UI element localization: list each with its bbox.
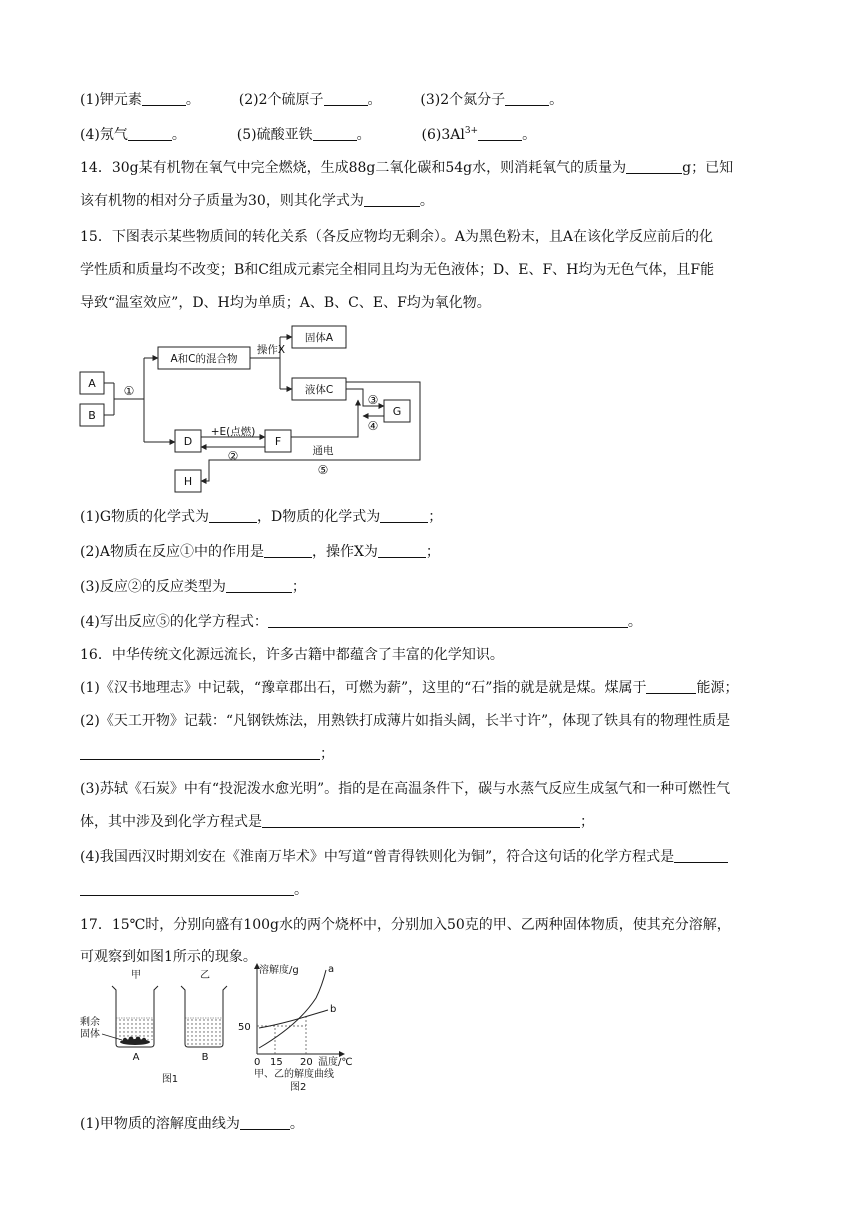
label-H: H	[183, 475, 193, 488]
tick-50: 50	[238, 1022, 251, 1033]
curve-b-label: b	[330, 1004, 337, 1015]
tick-20: 20	[300, 1057, 313, 1068]
answer-blank[interactable]	[209, 508, 257, 523]
label-jia: 甲	[131, 970, 141, 981]
q15-part2: (2)A物质在反应①中的作用是 ，操作X为 ；	[80, 544, 440, 560]
answer-blank[interactable]	[378, 543, 426, 558]
label-n4: ④	[367, 419, 379, 433]
q13-item3: (3)2个氮分子	[420, 92, 506, 108]
answer-blank[interactable]	[364, 192, 420, 207]
q13-item1: (1)钾元素	[80, 92, 142, 108]
q13-item6: (6)3Al	[421, 127, 465, 143]
conversion-diagram	[78, 322, 438, 494]
answer-blank[interactable]	[262, 813, 580, 828]
beaker-b	[181, 969, 227, 1063]
label-solid-a: 固体A	[304, 332, 334, 344]
curve-b	[259, 1010, 328, 1028]
q17-line2: 可观察到如图1所示的现象。	[80, 949, 257, 965]
label-beaker-a: A	[132, 1052, 140, 1063]
label-liquid-c: 液体C	[304, 384, 334, 396]
label-fig1: 图1	[161, 1074, 179, 1085]
label-fig2: 图2	[290, 1082, 307, 1093]
beaker-a	[112, 969, 158, 1063]
q16-part1: (1)《汉书地理志》中记载，“豫章郡出石，可燃为薪”，这里的“石”指的就是就是煤。煤属于 能源；	[80, 680, 739, 696]
q13-item4: (4)氖气	[80, 127, 128, 143]
conversion-diagram-svg	[78, 322, 438, 494]
q16-part2-answer: ；	[80, 744, 334, 764]
label-n1: ①	[123, 384, 135, 398]
q17-figure	[78, 962, 368, 1100]
q15-part3: (3)反应②的反应类型为 ；	[80, 579, 306, 595]
q16-part4-answer: 。	[80, 880, 308, 900]
answer-blank[interactable]	[324, 91, 368, 106]
q16-part4: (4)我国西汉时期刘安在《淮南万毕术》中写道“曾青得铁则化为铜”，符合这句话的化学方程式是	[80, 847, 728, 867]
curve-a	[259, 970, 326, 1048]
q15-part4: (4)写出反应⑤的化学方程式： 。	[80, 614, 642, 630]
label-A: A	[88, 377, 96, 390]
curve-a-label: a	[328, 964, 335, 975]
q15-part1: (1)G物质的化学式为 ，D物质的化学式为 ；	[80, 509, 443, 525]
q16-part2: (2)《天工开物》记载：“凡钢铁炼法，用熟铁打成薄片如指头阔，长半寸许”，体现了铁具有的物理性质是	[80, 713, 731, 729]
q16-intro: 16．中华传统文化源远流长，许多古籍中都蕴含了丰富的化学知识。	[80, 647, 504, 663]
q17-line1: 17．15℃时，分别向盛有100g水的两个烧杯中，分别加入50克的甲、乙两种固体物质，使其充分溶解，	[80, 917, 731, 933]
q16-part3: (3)苏轼《石炭》中有“投泥泼水愈光明”。指的是在高温条件下，碳与水蒸气反应生成氢气和一种可燃性气	[80, 781, 731, 797]
answer-blank[interactable]	[380, 508, 428, 523]
label-op-x: 操作X	[256, 344, 286, 356]
q15-line2: 学性质和质量均不改变；B和C组成元素完全相同且均为无色液体；D、E、F、H均为无色气体，且F能	[80, 262, 715, 278]
q16-part3-answer: 体，其中涉及到化学方程式是 ；	[80, 814, 594, 830]
q15-line1: 15．下图表示某些物质间的转化关系（各反应物均无剩余）。A为黑色粉末，且A在该化学反应前后的化	[80, 229, 714, 245]
label-G: G	[392, 405, 402, 418]
label-yi: 乙	[200, 970, 210, 981]
solubility-chart	[238, 963, 353, 1093]
label-D: D	[183, 435, 193, 448]
tick-0: 0	[254, 1057, 261, 1068]
q14-line2: 该有机物的相对分子质量为30，则其化学式为 。	[80, 193, 434, 209]
label-residue-1: 剩余	[80, 1017, 100, 1028]
chart-caption: 甲、乙的解度曲线	[254, 1069, 334, 1080]
q13-row1: (1)钾元素 。 (2)2个硫原子 。 (3)2个氮分子 。	[80, 92, 564, 108]
answer-blank[interactable]	[478, 126, 522, 141]
tick-15: 15	[270, 1057, 283, 1068]
q13-item6-charge: 3+	[464, 126, 479, 136]
answer-blank[interactable]	[626, 159, 682, 174]
answer-blank[interactable]	[142, 91, 186, 106]
q17-figure-svg	[78, 962, 368, 1100]
q14-line1: 14．30g某有机物在氧气中完全燃烧，生成88g二氧化碳和54g水，则消耗氧气的质量为 g；已知	[80, 160, 734, 176]
q17-part1: (1)甲物质的溶解度曲线为 。	[80, 1116, 304, 1132]
label-mix: A和C的混合物	[170, 353, 238, 365]
q15-line3: 导致“温室效应”，D、H均为单质；A、B、C、E、F均为氧化物。	[80, 295, 491, 311]
answer-blank[interactable]	[674, 848, 728, 863]
answer-blank[interactable]	[80, 745, 320, 760]
answer-blank[interactable]	[240, 1115, 290, 1130]
answer-blank[interactable]	[226, 578, 292, 593]
q13-item2: (2)2个硫原子	[238, 92, 324, 108]
label-n5: ⑤	[317, 463, 329, 477]
answer-blank[interactable]	[80, 881, 294, 896]
answer-blank[interactable]	[128, 126, 172, 141]
answer-blank[interactable]	[646, 679, 696, 694]
q13-row2: (4)氖气 。 (5)硫酸亚铁 。 $(6)3Al^{3+}$ 。	[80, 126, 537, 143]
label-beaker-b: B	[201, 1052, 209, 1063]
label-e-burn: +E(点燃)	[210, 426, 256, 438]
y-axis-label: 溶解度/g	[259, 965, 299, 976]
answer-blank[interactable]	[505, 91, 549, 106]
label-F: F	[274, 435, 282, 448]
label-B: B	[88, 409, 96, 422]
q13-item5: (5)硫酸亚铁	[236, 127, 313, 143]
answer-blank[interactable]	[313, 126, 357, 141]
answer-blank[interactable]	[268, 613, 628, 628]
label-residue-2: 固体	[80, 1029, 100, 1040]
label-n2: ②	[227, 449, 239, 463]
label-electrolysis: 通电	[312, 445, 334, 457]
answer-blank[interactable]	[264, 543, 312, 558]
x-axis-label: 温度/℃	[318, 1057, 353, 1068]
label-n3: ③	[367, 393, 379, 407]
